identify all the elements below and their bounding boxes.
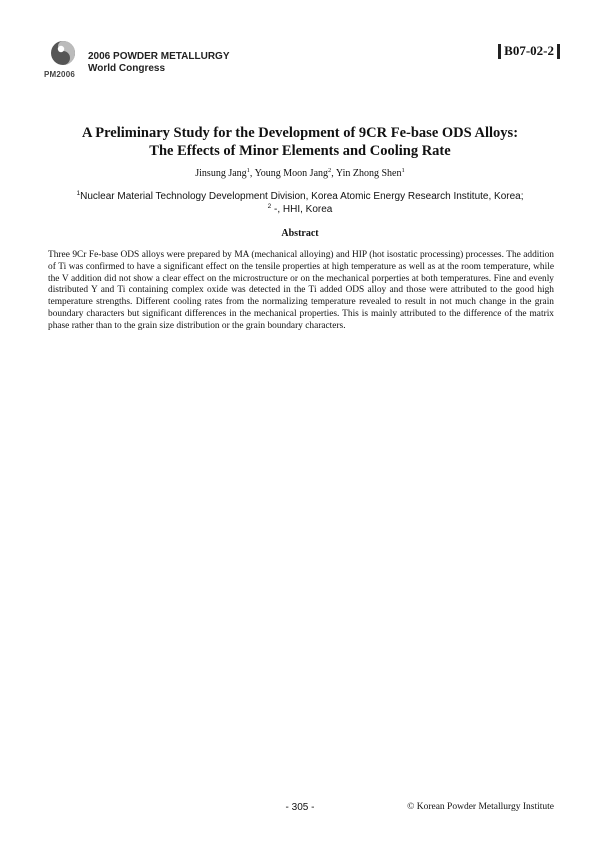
- page-number: - 305 -: [285, 802, 315, 813]
- author-name: Young Moon Jang: [254, 168, 329, 179]
- pm2006-logo-icon: [50, 40, 76, 66]
- author-name: Yin Zhong Shen: [335, 168, 402, 179]
- affiliation-mark: 1: [76, 190, 81, 197]
- badge-right-bar: [557, 44, 560, 59]
- abstract-heading: Abstract: [281, 228, 319, 239]
- affiliations: [40, 191, 560, 216]
- affiliation-2: [40, 204, 560, 217]
- author-name: Jinsung Jang: [195, 168, 247, 179]
- author-affiliation-mark: 1: [401, 167, 405, 174]
- congress-name: [88, 51, 230, 75]
- affiliation-mark: 2: [267, 202, 272, 210]
- congress-logo: [44, 40, 78, 84]
- copyright-notice: © Korean Powder Metallurgy Institute: [407, 802, 554, 812]
- affiliation-1: [40, 191, 560, 204]
- affiliation-text: -, HHI, Korea: [271, 203, 333, 215]
- author-affiliation-mark: 1: [246, 167, 250, 174]
- logo-label: PM2006: [44, 70, 75, 79]
- congress-line-2: World Congress: [88, 63, 166, 74]
- paper-code-badge: [498, 43, 560, 59]
- badge-left-bar: [498, 44, 501, 59]
- paper-code: B07-02-2: [504, 43, 554, 58]
- title-line-1: A Preliminary Study for the Development of 9CR Fe-base ODS Alloys:: [81, 125, 519, 141]
- affiliation-text: Nuclear Material Technology Development Division, Korea Atomic Energy Research Institute, Korea;: [80, 191, 524, 202]
- congress-line-1: 2006 POWDER METALLURGY: [88, 51, 230, 62]
- abstract-body: Three 9Cr Fe-base ODS alloys were prepared by MA (mechanical alloying) and HIP (hot isostatic processing) processes. The addition of Ti was confirmed to have a significant effect on the tensile properties at high temperature as well as at the room temperature, while the V addition did not show a clear effect on the microstructure or on the mechanical porperties at both temperatures. Fine and evenly distributed Y and Ti containing complex oxide was detected in the Ti added ODS alloy and those were attributed to the good high temperature strengths. Different cooling rates from the normalizing temperature revealed to result in not much change in the grain boundary characters but significant differences in the mechanical properties. This is mainly attributed to the difference of the matrix phase rather than to the grain size distribution or the grain boundary characters.: [48, 250, 554, 331]
- title-line-2: The Effects of Minor Elements and Cooling Rate: [149, 143, 451, 159]
- paper-title: [40, 124, 560, 160]
- author-affiliation-mark: 2: [328, 167, 332, 174]
- author-list: Jinsung Jang$^1$, Young Moon Jang$^2$, Yin Zhong Shen$^1$: [195, 167, 405, 179]
